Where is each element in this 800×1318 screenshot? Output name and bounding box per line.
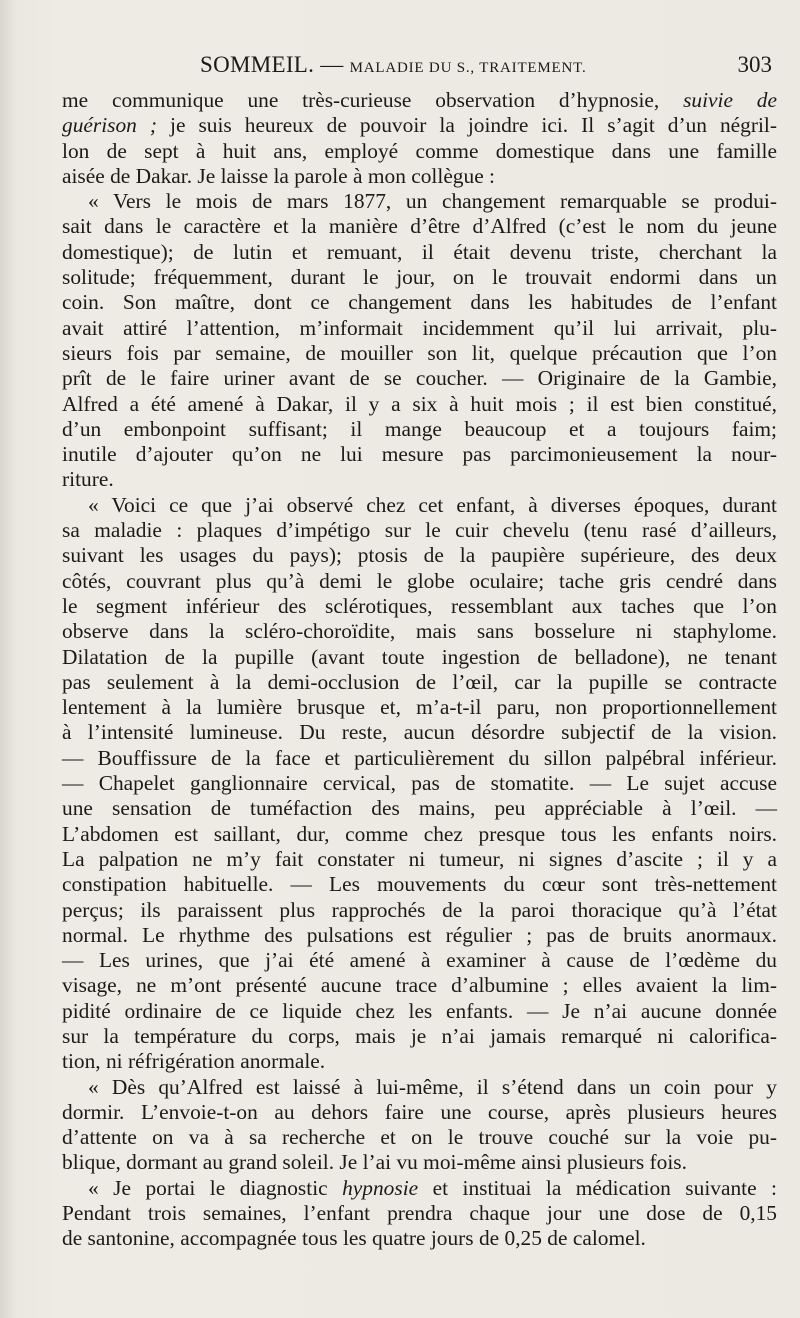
text-line: « Je portai le diagnostic hypnosie et instituai la médication suivante : — [88, 1175, 777, 1200]
text-line: sur la température du corps, mais je n’ai jamais remarqué ni calorifica- — [62, 1023, 777, 1048]
text-line: « Vers le mois de mars 1877, un changement remarquable se produi- — [88, 189, 777, 214]
text-line: observe dans la scléro-choroïdite, mais sans bosselure ni staphylome. — [62, 619, 777, 644]
text-line: de santonine, accompagnée tous les quatre jours de 0,25 de calomel. — [62, 1226, 646, 1251]
paragraph — [62, 88, 777, 189]
paragraph — [62, 1075, 777, 1176]
text-line: pidité ordinaire de ce liquide chez les enfants. — Je n’ai aucune donnée — [62, 998, 777, 1023]
text-line: constipation habituelle. — Les mouvements du cœur sont très-nettement — [62, 872, 777, 897]
running-title-main: SOMMEIL. — [200, 52, 315, 77]
text-line: blique, dormant au grand soleil. Je l’ai vu moi-même ainsi plusieurs fois. — [62, 1150, 687, 1175]
text-line: normal. Le rhythme des pulsations est régulier ; pas de bruits anormaux. — [62, 922, 777, 947]
page-body-text — [62, 88, 777, 1252]
running-title-sub: MALADIE DU S., TRAITEMENT. — [349, 60, 587, 76]
text-line: — Bouffissure de la face et particulièrement du sillon palpébral inférieur. — [62, 745, 777, 770]
text-line: sieurs fois par semaine, de mouiller son lit, quelque précaution que l’on — [62, 340, 777, 365]
text-line: avait attiré l’attention, m’informait incidemment qu’il lui arrivait, plu- — [62, 315, 777, 340]
text-line: tion, ni réfrigération anormale. — [62, 1049, 326, 1074]
text-line: — Les urines, que j’ai été amené à examiner à cause de l’œdème du — [62, 948, 777, 973]
running-title — [200, 52, 587, 78]
text-line: inutile d’ajouter qu’on ne lui mesure pas parcimonieusement la nour- — [62, 442, 777, 467]
running-title-dash: — — [314, 52, 350, 77]
text-line: domestique); de lutin et remuant, il était devenu triste, cherchant la — [62, 239, 777, 264]
text-line: à l’intensité lumineuse. Du reste, aucun désordre subjectif de la vision. — [62, 720, 777, 745]
text-line: Alfred a été amené à Dakar, il y a six à huit mois ; il est bien constitué, — [62, 391, 777, 416]
paragraph — [62, 1176, 777, 1252]
page-number: 303 — [737, 52, 772, 77]
text-line: coin. Son maître, dont ce changement dans les habitudes de l’enfant — [62, 290, 777, 315]
text-line: — Chapelet ganglionnaire cervical, pas de stomatite. — Le sujet accuse — [62, 771, 777, 796]
running-header — [62, 52, 778, 86]
text-line: « Voici ce que j’ai observé chez cet enfant, à diverses époques, durant — [88, 492, 777, 517]
text-line: guérison ; je suis heureux de pouvoir la joindre ici. Il s’agit d’un négril- — [62, 113, 777, 138]
text-line: lentement à la lumière brusque et, m’a-t-il paru, non proportionnellement — [62, 695, 777, 720]
text-line: La palpation ne m’y fait constater ni tumeur, ni signes d’ascite ; il y a — [62, 846, 777, 871]
paragraph — [62, 189, 777, 493]
text-line: le segment inférieur des sclérotiques, ressemblant aux taches que l’on — [62, 593, 777, 618]
text-line: côtés, couvrant plus qu’à demi le globe oculaire; tache gris cendré dans — [62, 568, 777, 593]
text-line: solitude; fréquemment, durant le jour, on le trouvait endormi dans un — [62, 265, 777, 290]
text-line: pas seulement à la demi-occlusion de l’œil, car la pupille se contracte — [62, 669, 777, 694]
text-line: sait dans le caractère et la manière d’être d’Alfred (c’est le nom du jeune — [62, 214, 777, 239]
text-line: « Dès qu’Alfred est laissé à lui-même, il s’étend dans un coin pour y — [88, 1074, 777, 1099]
text-line: suivant les usages du pays); ptosis de la paupière supérieure, des deux — [62, 543, 777, 568]
text-line: perçus; ils paraissent plus rapprochés de la paroi thoracique qu’à l’état — [62, 897, 777, 922]
text-line: Pendant trois semaines, l’enfant prendra chaque jour une dose de 0,15 — [62, 1201, 777, 1226]
text-line: me communique une très-curieuse observation d’hypnosie, suivie de — [62, 88, 777, 112]
text-line: dormir. L’envoie-t-on au dehors faire une course, après plusieurs heures — [62, 1099, 777, 1124]
text-line: L’abdomen est saillant, dur, comme chez presque tous les enfants noirs. — [62, 821, 777, 846]
text-line: riture. — [62, 467, 114, 492]
text-line: visage, ne m’ont présenté aucune trace d’albumine ; elles avaient la lim- — [62, 973, 777, 998]
text-line: une sensation de tuméfaction des mains, peu appréciable à l’œil. — — [62, 796, 777, 821]
text-line: prît de le faire uriner avant de se coucher. — Originaire de la Gambie, — [62, 366, 777, 391]
text-line: aisée de Dakar. Je laisse la parole à mon collègue : — [62, 163, 495, 188]
text-line: d’attente on va à sa recherche et on le trouve couché sur la voie pu- — [62, 1125, 777, 1150]
text-line: d’un embonpoint suffisant; il mange beaucoup et a toujours faim; — [62, 416, 777, 441]
paragraph — [62, 493, 777, 1075]
text-line: sa maladie : plaques d’impétigo sur le cuir chevelu (tenu rasé d’ailleurs, — [62, 518, 777, 543]
text-line: lon de sept à huit ans, employé comme domestique dans une famille — [62, 138, 777, 163]
text-line: Dilatation de la pupille (avant toute ingestion de belladone), ne tenant — [62, 644, 777, 669]
